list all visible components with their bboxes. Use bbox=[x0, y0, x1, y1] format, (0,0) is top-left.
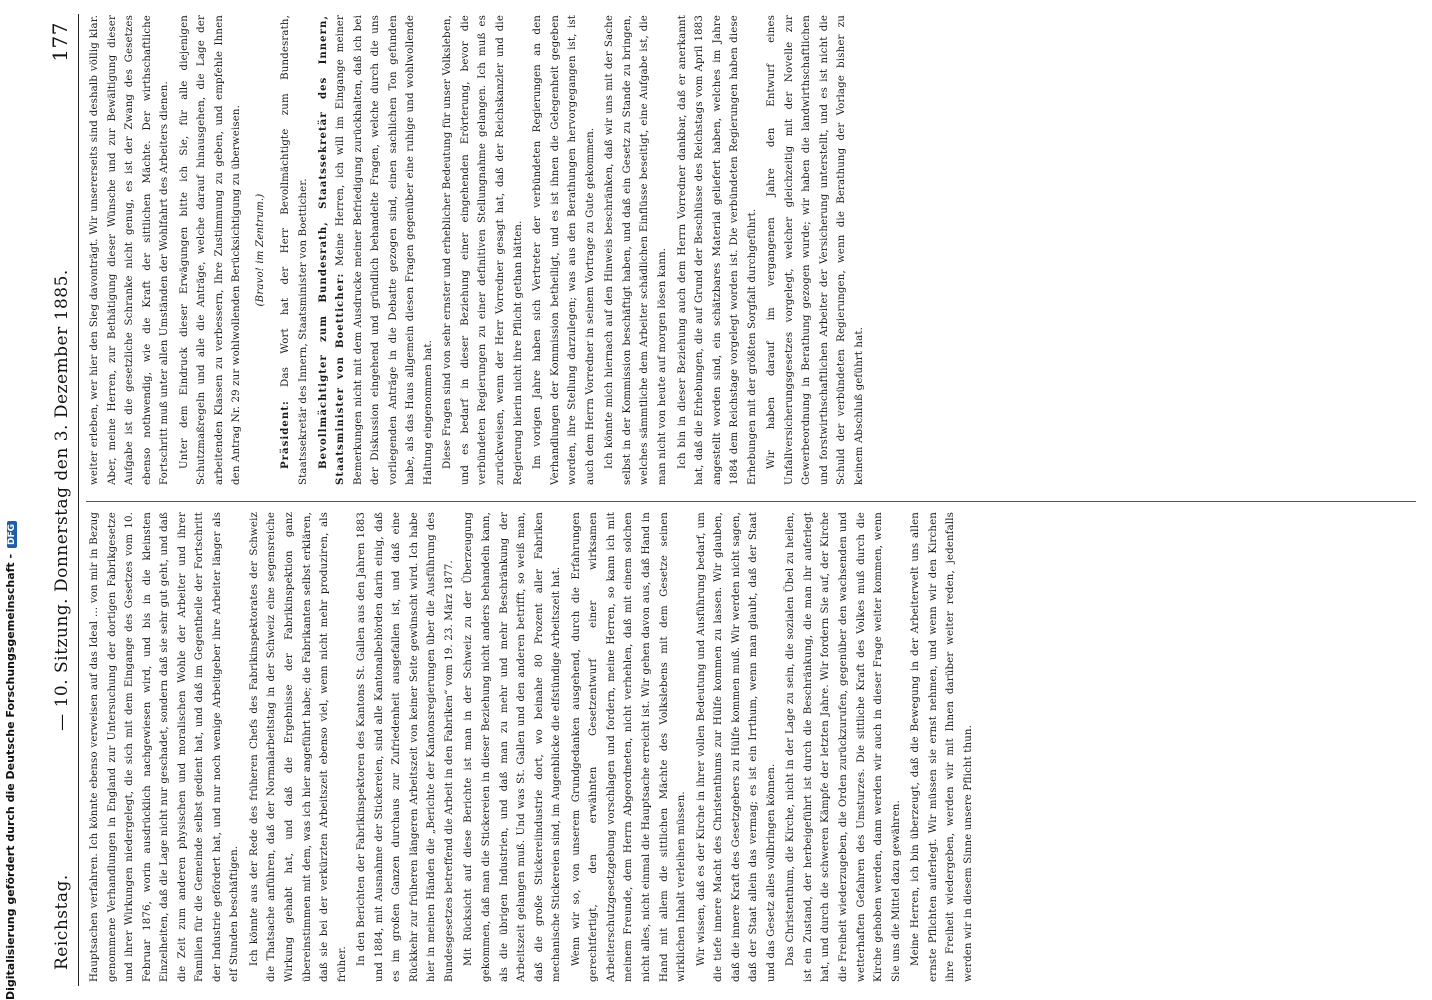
paragraph: Wenn wir so, von unserem Grundgedanken ausgehend, durch die Erfahrungen gerechtfertigt, den erwähnten Gesetzentwurf einer wirksamen Arbeiterschutzgesetzgebung vorschlagen und fordern, meine Herren, so kann ich mit meinem Freunde, dem Herrn Abgeordneten, nicht verhehlen, daß mit einem solchen nicht alles, nicht einmal die Hauptsache erreicht ist. Wir gehen davon aus, daß Hand in Hand mit allem die sittlichen Mächte des Volkslebens mit dem Gesetze seinen wirklichen Inhalt verleihen müssen. bbox=[570, 512, 688, 982]
digitization-credit bbox=[4, 400, 24, 1000]
paragraph: Ich könnte aus der Rede des früheren Chefs des Fabrikinspektorates der Schweiz die Thatsache anführen, daß der Normalarbeitstag in der Schweiz eine segensreiche Wirkung gehabt hat, und daß die Ergebnisse der Fabrikinspektion ganz übereinstimmen mit dem, was ich hier angeführt habe; die Fabrikanten selbst erklären, daß sie bei der verkürzten Arbeitszeit ebenso viel, wenn nicht mehr produziren, als früher. bbox=[248, 512, 348, 982]
text-column-left bbox=[86, 512, 1416, 982]
speech-text: Das Wort hat der Herr Bevollmächtigte zum Bundesrath, Staatssekretär des Innern, Staatsminister von Boetticher. bbox=[280, 15, 310, 485]
paragraph: Wir haben darauf im vergangenen Jahre den Entwurf eines Unfallversicherungsgesetzes vorgelegt, welcher gleichzeitig mit der Novelle zur Gewerbeordnung in Berathung gezogen wurde; wir haben die landwirthschaftlichen und forstwirthschaftlichen Arbeiter der Versicherung unterstellt, und es ist nicht die Schuld der verbündeten Regierungen, wenn die Berathung der Vorlage bisher zu keinem Abschluß geführt hat. bbox=[766, 15, 865, 485]
paragraph: Hauptsachen verfahren. Ich könnte ebenso verweisen auf das Ideal ... von mir in Bezug genommene Verhandlungen in England zur Untersuchung der dortigen Fabrikgesetze und ihrer Wirkungen niedergelegt, die sich mit dem Eingange des Gesetzes vom 10. Februar 1876, worin ausdrücklich nachgewiesen wird, und bis in die kleinsten Einzelheiten, daß die Lage nicht nur geschadet, sondern daß sie sehr gut geht, und daß die Zeit zum anderen physischen und moralischen Wohle der Arbeiter und ihrer Familien für die Gemeinde selbst gedient hat, und daß im Gegentheile der Fortschritt der Industrie gefördert hat, und nur noch wenige Arbeitgeber ihre Arbeiter länger als elf Stunden beschäftigen. bbox=[89, 512, 241, 982]
column-divider bbox=[86, 501, 1416, 502]
paragraph: Das Christenthum, die Kirche, nicht in der Lage zu sein, die sozialen Übel zu heilen, ist ein Zustand, der herbeigeführt ist durch die Beschränkung, die man ihr auferlegt hat, und durch die schweren Kämpfe der letzten Jahre. Wir fordern Sie auf, der Kirche die Freiheit wiederzugeben, die Orden zurückzurufen, gegenüber den wachsenden und wetterhaften Gefahren des Umsturzes. Die sittliche Kraft des Volkes muß durch die Kirche gehoben werden, dann werden wir auch in dieser Frage weiter kommen, wenn Sie uns die Mittel dazu gewähren. bbox=[785, 512, 902, 982]
header-publication: Reichstag. bbox=[52, 874, 72, 970]
president-remark bbox=[277, 15, 312, 485]
paragraph: Unter dem Eindruck dieser Erwägungen bitte ich Sie, für alle diejenigen Schutzmaßregeln und alle die Anträge, welche darauf hinausgehen, die Lage der arbeitenden Klassen zu verbessern, Ihre Zustimmung zu geben, und empfehle Ihnen den Antrag Nr. 29 zur wohlwollenden Berücksichtigung zu überweisen. bbox=[178, 15, 243, 485]
dfg-logo: DFG bbox=[7, 521, 17, 548]
paragraph: Ich bin in dieser Beziehung auch dem Herrn Vorredner dankbar, daß er anerkannt hat, daß die Erhebungen, die auf Grund der Beschlüsse des Reichstags vom April 1883 angestellt worden sind, ein schätzbares Material geliefert haben, welches im Jahre 1884 dem Reichstage vorgelegt worden ist. Die verbündeten Regierungen haben diese Erhebungen mit der größten Sorgfalt durchgeführt. bbox=[676, 15, 758, 485]
header-session-date: — 10. Sitzung. Donnerstag den 3. Dezember 1885. bbox=[52, 269, 72, 731]
running-header bbox=[40, 0, 78, 1000]
applause-note: (Bravo! im Zentrum.) bbox=[254, 193, 266, 307]
speech-text: Meine Herren, ich will im Eingange meiner Bemerkungen nicht mit dem Ausdrucke meiner Befriedigung zurückhalten, daß ich bei der Diskussion eingehend und gründlich behandelte Fragen, welche durch die uns vorliegenden Anträge in die Debatte gezogen sind, einen sachlichen Ton gefunden habe, als das Haus allgemein diesen Fragen gegenüber eine ruhige und wohlwollende Haltung eingenommen hat. bbox=[335, 15, 434, 485]
paragraph: Ich könnte mich hiernach auf den Hinweis beschränken, daß wir uns mit der Sache selbst in der Kommission beschäftigt haben, und daß ein Gesetz zu Stande zu bringen, welches sämmtliche dem Arbeiter schädlichen Einflüsse beseitigt, eine Aufgabe ist, die man nicht von heute auf morgen lösen kann. bbox=[604, 15, 668, 485]
paragraph: Mit Rücksicht auf diese Berichte ist man in der Schweiz zu der Überzeugung gekommen, daß man die Stickereien in dieser Beziehung nicht anders behandeln kann, als die übrigen Industrien, und daß man zu mehr und mehr Beschränkung der Arbeitszeit gelangen muß. Und was St. Gallen und den anderen betrifft, so weiß man, daß die große Stickereiindustrie dort, wo beinahe 80 Prozent aller Fabriken mechanische Stickereien sind, im Augenblicke die elfstündige Arbeitszeit hat. bbox=[463, 512, 563, 982]
page-number: 177 bbox=[48, 22, 72, 62]
text-column-right bbox=[86, 15, 1416, 485]
header-rule bbox=[78, 14, 79, 986]
speaker-name: Bevollmächtigter zum Bundesrath, Staatssekretär des Innern, Staatsminister von Boetticher: bbox=[316, 15, 347, 485]
paragraph: Im vorigen Jahre haben sich Vertreter der verbündeten Regierungen an den Verhandlungen der Kommission betheiligt, und es ist ihnen die Gelegenheit gegeben worden, ihre Stellung darzulegen; was aus den Berathungen hervorgegangen ist, ist auch dem Herrn Vorredner in seinem Vortrage zu Gute gekommen. bbox=[532, 15, 596, 485]
speaker-name: Präsident: bbox=[279, 400, 292, 469]
paragraph: Wir wissen, daß es der Kirche in ihrer vollen Bedeutung und Ausführung bedarf, um die tiefe innere Macht des Christenthums zur Hülfe kommen zu lassen. Wir glauben, daß die innere Kraft des Gesetzgebers zu Hülfe kommen muß. Wir werden nicht sagen, daß der Staat allein das vermag; es ist ein Irrthum, wenn man glaubt, daß der Staat und das Gesetz alles vollbringen können. bbox=[695, 512, 777, 982]
paragraph: weiter erleben, wer hier den Sieg davonträgt. Wir unsererseits sind deshalb völlig klar. Aber, meine Herren, zur Bethätigung dieser Wünsche und zur Bewältigung dieser Aufgabe ist die gesetzliche Schranke nicht genug, es ist der Zwang des Gesetzes ebenso nothwendig, wie die Kraft der sittlichen Mächte. Der wirthschaftliche Fortschritt muß unter allen Umständen der Wohlfahrt des Arbeiters dienen. bbox=[89, 15, 171, 485]
paragraph: Diese Fragen sind von sehr ernster und erheblicher Bedeutung für unser Volksleben, und es bedarf in dieser Beziehung einer eingehenden Erörterung, bevor die verbündeten Regierungen zu einer definitiven Stellungnahme gelangen. Ich muß es zurückweisen, wenn der Herr Vorredner gesagt hat, daß der Reichskanzler und die Regierung hierin nicht ihre Pflicht gethan hätten. bbox=[442, 15, 524, 485]
paragraph: Meine Herren, ich bin überzeugt, daß die Bewegung in der Arbeiterwelt uns allen ernste Pflichten auferlegt. Wir müssen sie ernst nehmen, und wenn wir den Kirchen ihre Freiheit wiedergeben, werden wir mit Ihnen darüber weiter reden, jedenfalls werden wir in diesem Sinne unsere Pflicht thun. bbox=[910, 512, 974, 982]
rotated-newspaper-page bbox=[40, 0, 1432, 1000]
paragraph: In den Berichten der Fabrikinspektoren des Kantons St. Gallen aus den Jahren 1883 und 1884, mit Ausnahme der Stickereien, sind alle Kantonalbehörden darin einig, daß es im großen Ganzen durchaus zur Zufriedenheit ausgefallen ist, und daß eine Rückkehr zur früheren längeren Arbeitszeit von keiner Seite gewünscht wird. Ich habe hier in meinen Händen die „Berichte der Kantonsregierungen über die Ausführung des Bundesgesetzes betreffend die Arbeit in den Fabriken“ vom 19. 23. März 1877. bbox=[356, 512, 455, 982]
minister-speech bbox=[315, 15, 438, 485]
credit-text: Digitalisierung gefördert durch die Deutsche Forschungsgemeinschaft - bbox=[4, 553, 17, 1000]
